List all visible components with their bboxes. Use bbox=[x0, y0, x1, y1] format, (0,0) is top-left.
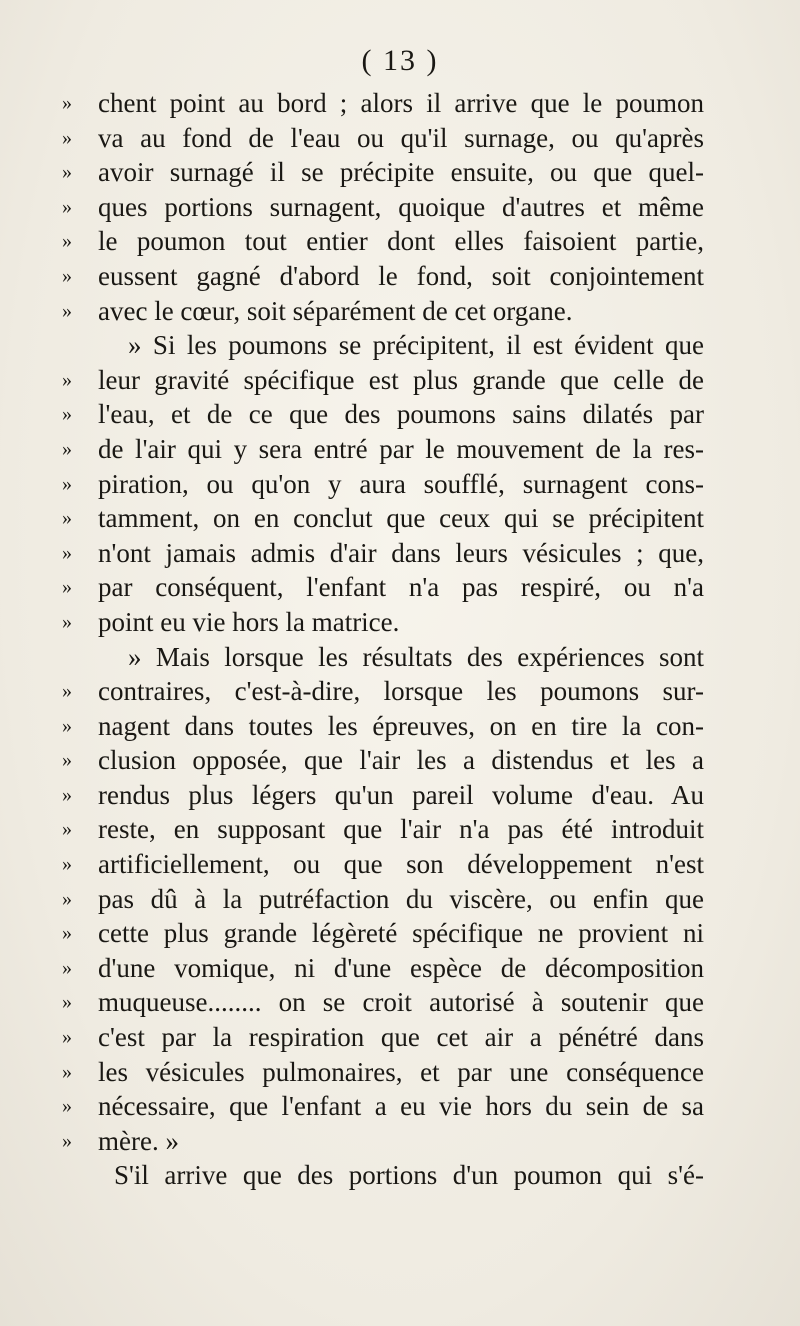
quote-mark: » bbox=[62, 230, 72, 253]
quote-mark: » bbox=[62, 507, 72, 530]
line-text: artificiellement, ou que son développement n'est bbox=[98, 849, 704, 880]
quote-mark: » bbox=[62, 853, 72, 876]
line-text: l'eau, et de ce que des poumons sains dilatés par bbox=[98, 399, 704, 430]
line-text: nagent dans toutes les épreuves, on en tire la con- bbox=[98, 710, 704, 741]
quote-mark: » bbox=[62, 437, 72, 460]
text-line bbox=[62, 224, 704, 259]
text-line bbox=[62, 1055, 704, 1090]
quote-mark: » bbox=[62, 956, 72, 979]
text-line bbox=[62, 363, 704, 398]
line-text: tamment, on en conclut que ceux qui se précipitent bbox=[98, 503, 704, 534]
line-text: c'est par la respiration que cet air a pénétré dans bbox=[98, 1022, 704, 1053]
body-text bbox=[62, 86, 704, 1193]
quote-mark: » bbox=[62, 92, 72, 114]
quote-mark: » bbox=[62, 749, 72, 772]
line-text: chent point au bord ; alors il arrive que le poumon bbox=[98, 88, 704, 118]
line-text: les vésicules pulmonaires, et par une conséquence bbox=[98, 1056, 704, 1087]
text-line bbox=[62, 674, 704, 709]
line-text: par conséquent, l'enfant n'a pas respiré, ou n'a bbox=[98, 572, 704, 603]
text-line bbox=[62, 259, 704, 294]
quote-mark: » bbox=[62, 1026, 72, 1049]
line-text: ques portions surnagent, quoique d'autres et même bbox=[98, 191, 704, 222]
line-text: pas dû à la putréfaction du viscère, ou enfin que bbox=[98, 883, 704, 914]
text-line bbox=[62, 605, 704, 640]
line-text: muqueuse........ on se croit autorisé à soutenir que bbox=[98, 987, 704, 1018]
text-line bbox=[62, 1089, 704, 1124]
text-line bbox=[62, 501, 704, 536]
line-text: leur gravité spécifique est plus grande que celle de bbox=[98, 364, 704, 395]
line-text: n'ont jamais admis d'air dans leurs vésicules ; que, bbox=[98, 537, 704, 568]
text-line bbox=[62, 1020, 704, 1055]
text-line bbox=[62, 328, 704, 363]
quote-mark: » bbox=[62, 714, 72, 737]
text-line bbox=[62, 397, 704, 432]
line-text: » Mais lorsque les résultats des expériences sont bbox=[128, 641, 704, 672]
quote-mark: » bbox=[62, 922, 72, 945]
line-text: clusion opposée, que l'air les a distendus et les a bbox=[98, 745, 704, 776]
line-text: le poumon tout entier dont elles faisoient partie, bbox=[98, 226, 704, 257]
quote-mark: » bbox=[62, 818, 72, 841]
line-text: nécessaire, que l'enfant a eu vie hors du sein de sa bbox=[98, 1091, 704, 1122]
quote-mark: » bbox=[62, 161, 72, 184]
line-text: contraires, c'est-à-dire, lorsque les poumons sur- bbox=[98, 676, 704, 707]
quote-mark: » bbox=[62, 887, 72, 910]
line-text: eussent gagné d'abord le fond, soit conjointement bbox=[98, 260, 704, 291]
text-line bbox=[62, 86, 704, 121]
text-line bbox=[62, 467, 704, 502]
text-line bbox=[62, 916, 704, 951]
line-text: point eu vie hors la matrice. bbox=[98, 606, 400, 637]
quote-mark: » bbox=[62, 610, 72, 633]
quote-mark: » bbox=[62, 126, 72, 149]
quote-mark: » bbox=[62, 299, 72, 322]
quote-mark: » bbox=[62, 1095, 72, 1118]
quote-mark: » bbox=[62, 195, 72, 218]
quote-mark: » bbox=[62, 541, 72, 564]
text-line bbox=[62, 743, 704, 778]
text-line bbox=[62, 432, 704, 467]
quote-mark: » bbox=[62, 1129, 72, 1152]
line-text: d'une vomique, ni d'une espèce de décomposition bbox=[98, 952, 704, 983]
text-line bbox=[62, 536, 704, 571]
quote-mark: » bbox=[62, 403, 72, 426]
text-line bbox=[62, 121, 704, 156]
text-line bbox=[62, 1158, 704, 1193]
text-line bbox=[62, 570, 704, 605]
text-line bbox=[62, 294, 704, 329]
text-line bbox=[62, 812, 704, 847]
line-text: va au fond de l'eau ou qu'il surnage, ou qu'après bbox=[98, 122, 704, 153]
quote-mark: » bbox=[62, 368, 72, 391]
line-text: » Si les poumons se précipitent, il est évident que bbox=[128, 330, 704, 361]
text-line bbox=[62, 190, 704, 225]
quote-mark: » bbox=[62, 680, 72, 703]
quote-mark: » bbox=[62, 264, 72, 287]
quote-mark: » bbox=[62, 1060, 72, 1083]
text-line bbox=[62, 709, 704, 744]
text-line bbox=[62, 847, 704, 882]
text-line bbox=[62, 640, 704, 675]
page-number: ( 13 ) bbox=[361, 44, 439, 77]
line-text: de l'air qui y sera entré par le mouvement de la res- bbox=[98, 433, 704, 464]
line-text: reste, en supposant que l'air n'a pas été introduit bbox=[98, 814, 704, 845]
line-text: S'il arrive que des portions d'un poumon qui s'é- bbox=[114, 1160, 704, 1191]
line-text: avec le cœur, soit séparément de cet organe. bbox=[98, 295, 573, 326]
quote-mark: » bbox=[62, 472, 72, 495]
text-line bbox=[62, 951, 704, 986]
line-text: avoir surnagé il se précipite ensuite, ou que quel- bbox=[98, 157, 704, 188]
text-line bbox=[62, 882, 704, 917]
line-text: piration, ou qu'on y aura soufflé, surnagent cons- bbox=[98, 468, 704, 499]
text-line bbox=[62, 155, 704, 190]
quote-mark: » bbox=[62, 783, 72, 806]
quote-mark: » bbox=[62, 576, 72, 599]
text-line bbox=[62, 778, 704, 813]
line-text: cette plus grande légèreté spécifique ne provient ni bbox=[98, 918, 704, 949]
text-line bbox=[62, 1124, 704, 1159]
line-text: rendus plus légers qu'un pareil volume d'eau. Au bbox=[98, 779, 704, 810]
quote-mark: » bbox=[62, 991, 72, 1014]
line-text: mère. » bbox=[98, 1125, 179, 1156]
text-line bbox=[62, 985, 704, 1020]
